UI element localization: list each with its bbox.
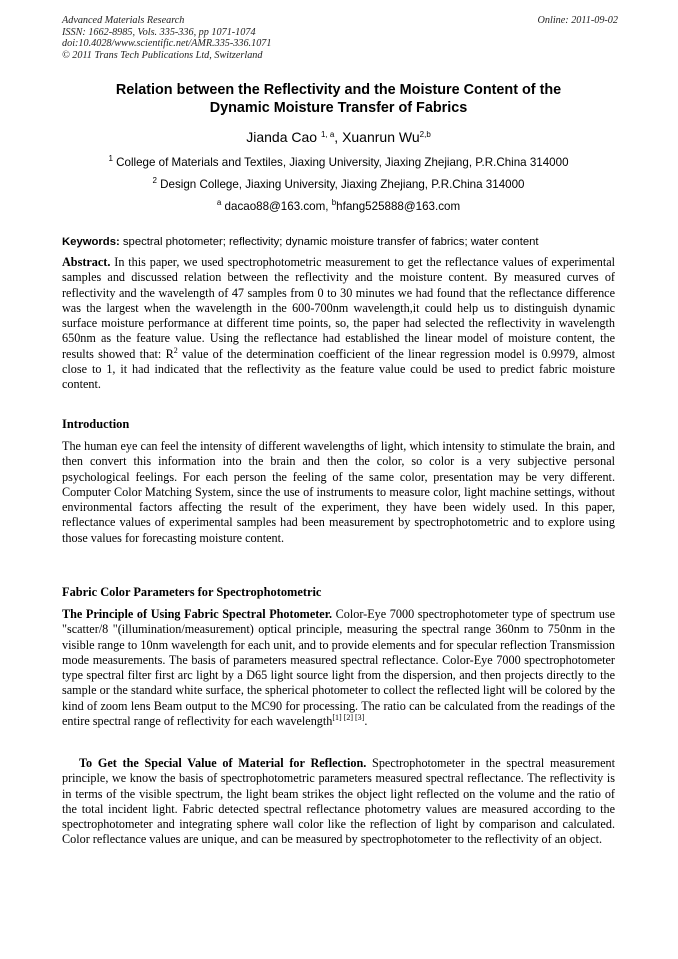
- introduction-heading: Introduction: [62, 417, 130, 431]
- issn-line: ISSN: 1662-8985, Vols. 335-336, pp 1071-1074: [62, 26, 256, 38]
- affiliation-1-number: 1: [108, 154, 113, 163]
- section-2-paragraph-1: [62, 607, 615, 729]
- paper-title: [62, 81, 615, 117]
- email-b: hfang525888@163.com: [336, 200, 461, 213]
- paragraph-1-references: [1] [2] [3]: [332, 713, 365, 723]
- online-date: Online: 2011-09-02: [537, 15, 618, 26]
- affiliation-1-text: College of Materials and Textiles, Jiaxing University, Jiaxing Zhejiang, P.R.China 314000: [112, 156, 569, 169]
- author-1-affil: 1, a: [320, 130, 335, 139]
- email-b-marker: b: [331, 198, 337, 207]
- paragraph-1-text: Color-Eye 7000 spectrophotometer type of spectrum use "scatter/8 "(illumination/measurement) optical principle, measuring the spectral range 360nm to 750nm in the visible range to 10nm wavelength for each unit, and to provide elements and for specular reflection Transmission mode measurements. The basis of parameters measured spectral reflectance. Color-Eye 7000 spectrophotometer type spectral filter first arc light by a D65 light source light from the dispersion, and then projects directly to the sample or the standard white surface, the spherical photometer to collect the reflected light will be colored by the kind of zoom lens Beam output to the MC90 for processing. The ratio can be calculated from the readings of the entire spectral range of reflectivity for each wavelength: [62, 607, 615, 729]
- journal-header: [62, 15, 618, 61]
- affiliation-2-number: 2: [152, 176, 157, 185]
- abstract-text-1: In this paper, we used spectrophotometric measurement to get the reflectance values of experimental samples and discussed relation between the reflectivity and the moisture content. By measured curves of reflectivity and the wavelength of 47 samples from 0 to 30 minutes we had found that the reflectance difference was the largest when the wavelength in the 600-700nm wavelength,it could help us to distinguish dynamic surface moisture performance at different time points, so, the paper had selected the reflectivity in wavelength 650nm as the feature value. Using the reflectance had established the linear model of moisture content, the results showed that: R: [62, 255, 615, 361]
- journal-name: Advanced Materials Research: [62, 15, 185, 26]
- keywords-label: Keywords:: [62, 236, 120, 248]
- keywords: [62, 235, 618, 249]
- title-line-1: Relation between the Reflectivity and the Moisture Content of the: [115, 82, 562, 98]
- affiliation-2-text: Design College, Jiaxing University, Jiaxing Zhejiang, P.R.China 314000: [156, 178, 525, 191]
- abstract: [62, 255, 615, 393]
- copyright-line: © 2011 Trans Tech Publications Ltd, Switzerland: [62, 49, 263, 61]
- affiliation-2: [62, 178, 615, 192]
- section-2-paragraph-2: [62, 756, 615, 848]
- email-line: [62, 200, 615, 214]
- introduction-paragraph: The human eye can feel the intensity of different wavelengths of light, which intensity to stimulate the brain, and then convert this information into the brain and then the color, so color is a very subjective personal psychological feelings. For each person the feeling of the same color, presentation may be very different. Computer Color Matching System, since the use of instruments to measure color, light machine settings, without environmental factors affecting the result of the experiment, they have been widely used. In this paper, reflectance values of experimental samples had been measurement by spectrophotometric and to explore using those values for forecasting moisture content.: [62, 439, 615, 545]
- email-a-marker: a: [216, 198, 222, 207]
- author-1: Jianda Cao: [246, 129, 321, 145]
- paragraph-2-text: Spectrophotometer in the spectral measurement principle, we know the basis of spectrophotometric parameters measured spectral reflectance. The reflectivity is in terms of the visible spectrum, the light beam strikes the object light reflected on the volume and the ratio of the total incident light. Fabric detected spectral reflectance photometry values are measured according to the spectrophotometer and integrating sphere wall color like the reflection of light by comparison and calculated. Color reflectance values are unique, and can be measured by spectrophotometer to the reflectivity of an object.: [62, 756, 615, 847]
- abstract-text-2: value of the determination coefficient of the linear regression model is 0.9979, almost close to 1, it had indicated that the reflectivity as the feature value could be used to predict fabric moisture content.: [62, 346, 615, 392]
- abstract-superscript: 2: [173, 345, 178, 355]
- email-a: dacao88@163.com,: [221, 200, 332, 213]
- section-2-heading: Fabric Color Parameters for Spectrophotometric: [62, 585, 322, 599]
- author-line: [62, 128, 615, 146]
- paragraph-2-lead: To Get the Special Value of Material for Reflection.: [79, 756, 367, 770]
- author-2: Xuanrun Wu: [342, 129, 420, 145]
- doi-line: doi:10.4028/www.scientific.net/AMR.335-336.1071: [62, 38, 272, 49]
- paragraph-1-lead: The Principle of Using Fabric Spectral Photometer.: [62, 607, 333, 621]
- author-2-affil: 2,b: [419, 130, 431, 139]
- title-line-2: Dynamic Moisture Transfer of Fabrics: [209, 100, 468, 116]
- keywords-text: spectral photometer; reflectivity; dynamic moisture transfer of fabrics; water content: [119, 236, 539, 248]
- abstract-label: Abstract.: [62, 255, 111, 269]
- affiliation-1: [62, 156, 615, 170]
- paragraph-1-end: .: [364, 714, 368, 729]
- author-separator: ,: [334, 129, 343, 145]
